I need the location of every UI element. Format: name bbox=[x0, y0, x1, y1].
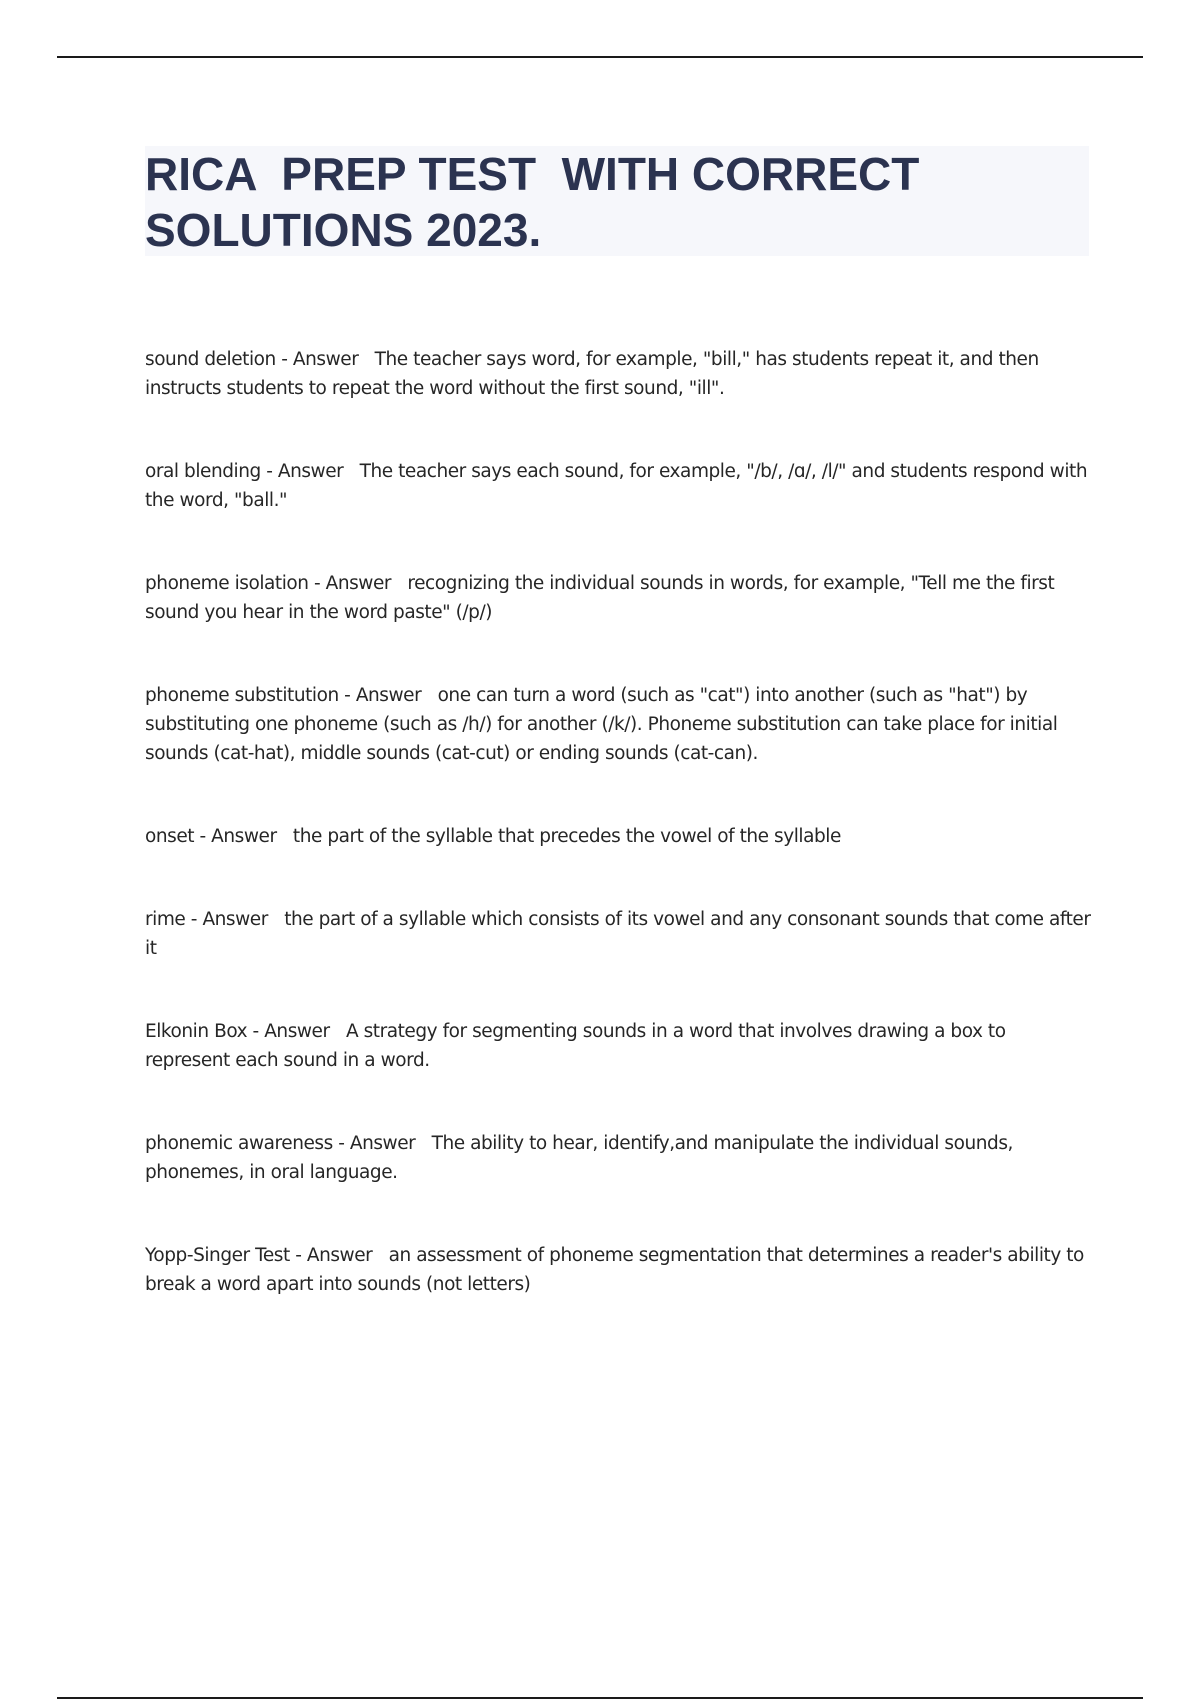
entry-item bbox=[145, 1129, 1095, 1187]
entry-definition: The teacher says word, for example, "bill," has students repeat it, and then instructs students to repeat the word without the first sound, "ill". bbox=[145, 349, 1045, 399]
entry-term: oral blending bbox=[145, 461, 261, 482]
entry-answer-separator: - Answer bbox=[194, 826, 293, 847]
entry-answer-separator: - Answer bbox=[332, 1133, 432, 1154]
entry-term: phoneme isolation bbox=[145, 573, 309, 594]
entry-answer-separator: - Answer bbox=[308, 573, 408, 594]
entry-item bbox=[145, 345, 1095, 403]
entry-answer-separator: - Answer bbox=[338, 685, 438, 706]
entry-definition: the part of the syllable that precedes the vowel of the syllable bbox=[292, 826, 841, 847]
entry-answer-separator: - Answer bbox=[260, 461, 360, 482]
entry-item bbox=[145, 569, 1095, 627]
bottom-rule bbox=[57, 1697, 1143, 1699]
entry-list bbox=[145, 345, 1095, 1299]
document-title: RICA PREP TEST WITH CORRECT SOLUTIONS 2023. bbox=[145, 148, 933, 256]
entry-item bbox=[145, 681, 1095, 768]
entry-answer-separator: - Answer bbox=[247, 1021, 346, 1042]
entry-term: onset bbox=[145, 826, 195, 847]
entry-term: sound deletion bbox=[145, 349, 276, 370]
entry-item bbox=[145, 457, 1095, 515]
entry-answer-separator: - Answer bbox=[185, 909, 285, 930]
entry-definition: the part of a syllable which consists of its vowel and any consonant sounds that come after it bbox=[145, 909, 1096, 959]
entry-term: phoneme substitution bbox=[145, 685, 339, 706]
entry-item bbox=[145, 905, 1095, 963]
entry-answer-separator: - Answer bbox=[275, 349, 375, 370]
entry-term: Elkonin Box bbox=[145, 1021, 248, 1042]
entry-definition: The teacher says each sound, for example, "/b/, /ɑ/, /l/" and students respond with the word, "ball." bbox=[145, 461, 1093, 511]
entry-definition: an assessment of phoneme segmentation that determines a reader's ability to break a word apart into sounds (not letters) bbox=[145, 1245, 1090, 1295]
entry-answer-separator: - Answer bbox=[289, 1245, 389, 1266]
entry-item bbox=[145, 1017, 1095, 1075]
entry-item bbox=[145, 1241, 1095, 1299]
title-block bbox=[145, 146, 1089, 256]
entry-definition: one can turn a word (such as "cat") into another (such as "hat") by substituting one phoneme (such as /h/) for another (/k/). Phoneme substitution can take place for initial sounds (cat-hat), middle sounds (cat-cut) or ending sounds (cat-can). bbox=[145, 685, 1063, 764]
entry-definition: The ability to hear, identify,and manipulate the individual sounds, phonemes, in oral language. bbox=[145, 1133, 1019, 1183]
entry-definition: A strategy for segmenting sounds in a word that involves drawing a box to represent each sound in a word. bbox=[145, 1021, 1012, 1071]
entry-definition: recognizing the individual sounds in words, for example, "Tell me the first sound you hear in the word paste" (/p/) bbox=[145, 573, 1060, 623]
entry-term: phonemic awareness bbox=[145, 1133, 333, 1154]
entry-term: rime bbox=[145, 909, 186, 930]
entry-item bbox=[145, 822, 1095, 851]
top-rule bbox=[57, 56, 1143, 58]
entry-term: Yopp-Singer Test bbox=[145, 1245, 290, 1266]
